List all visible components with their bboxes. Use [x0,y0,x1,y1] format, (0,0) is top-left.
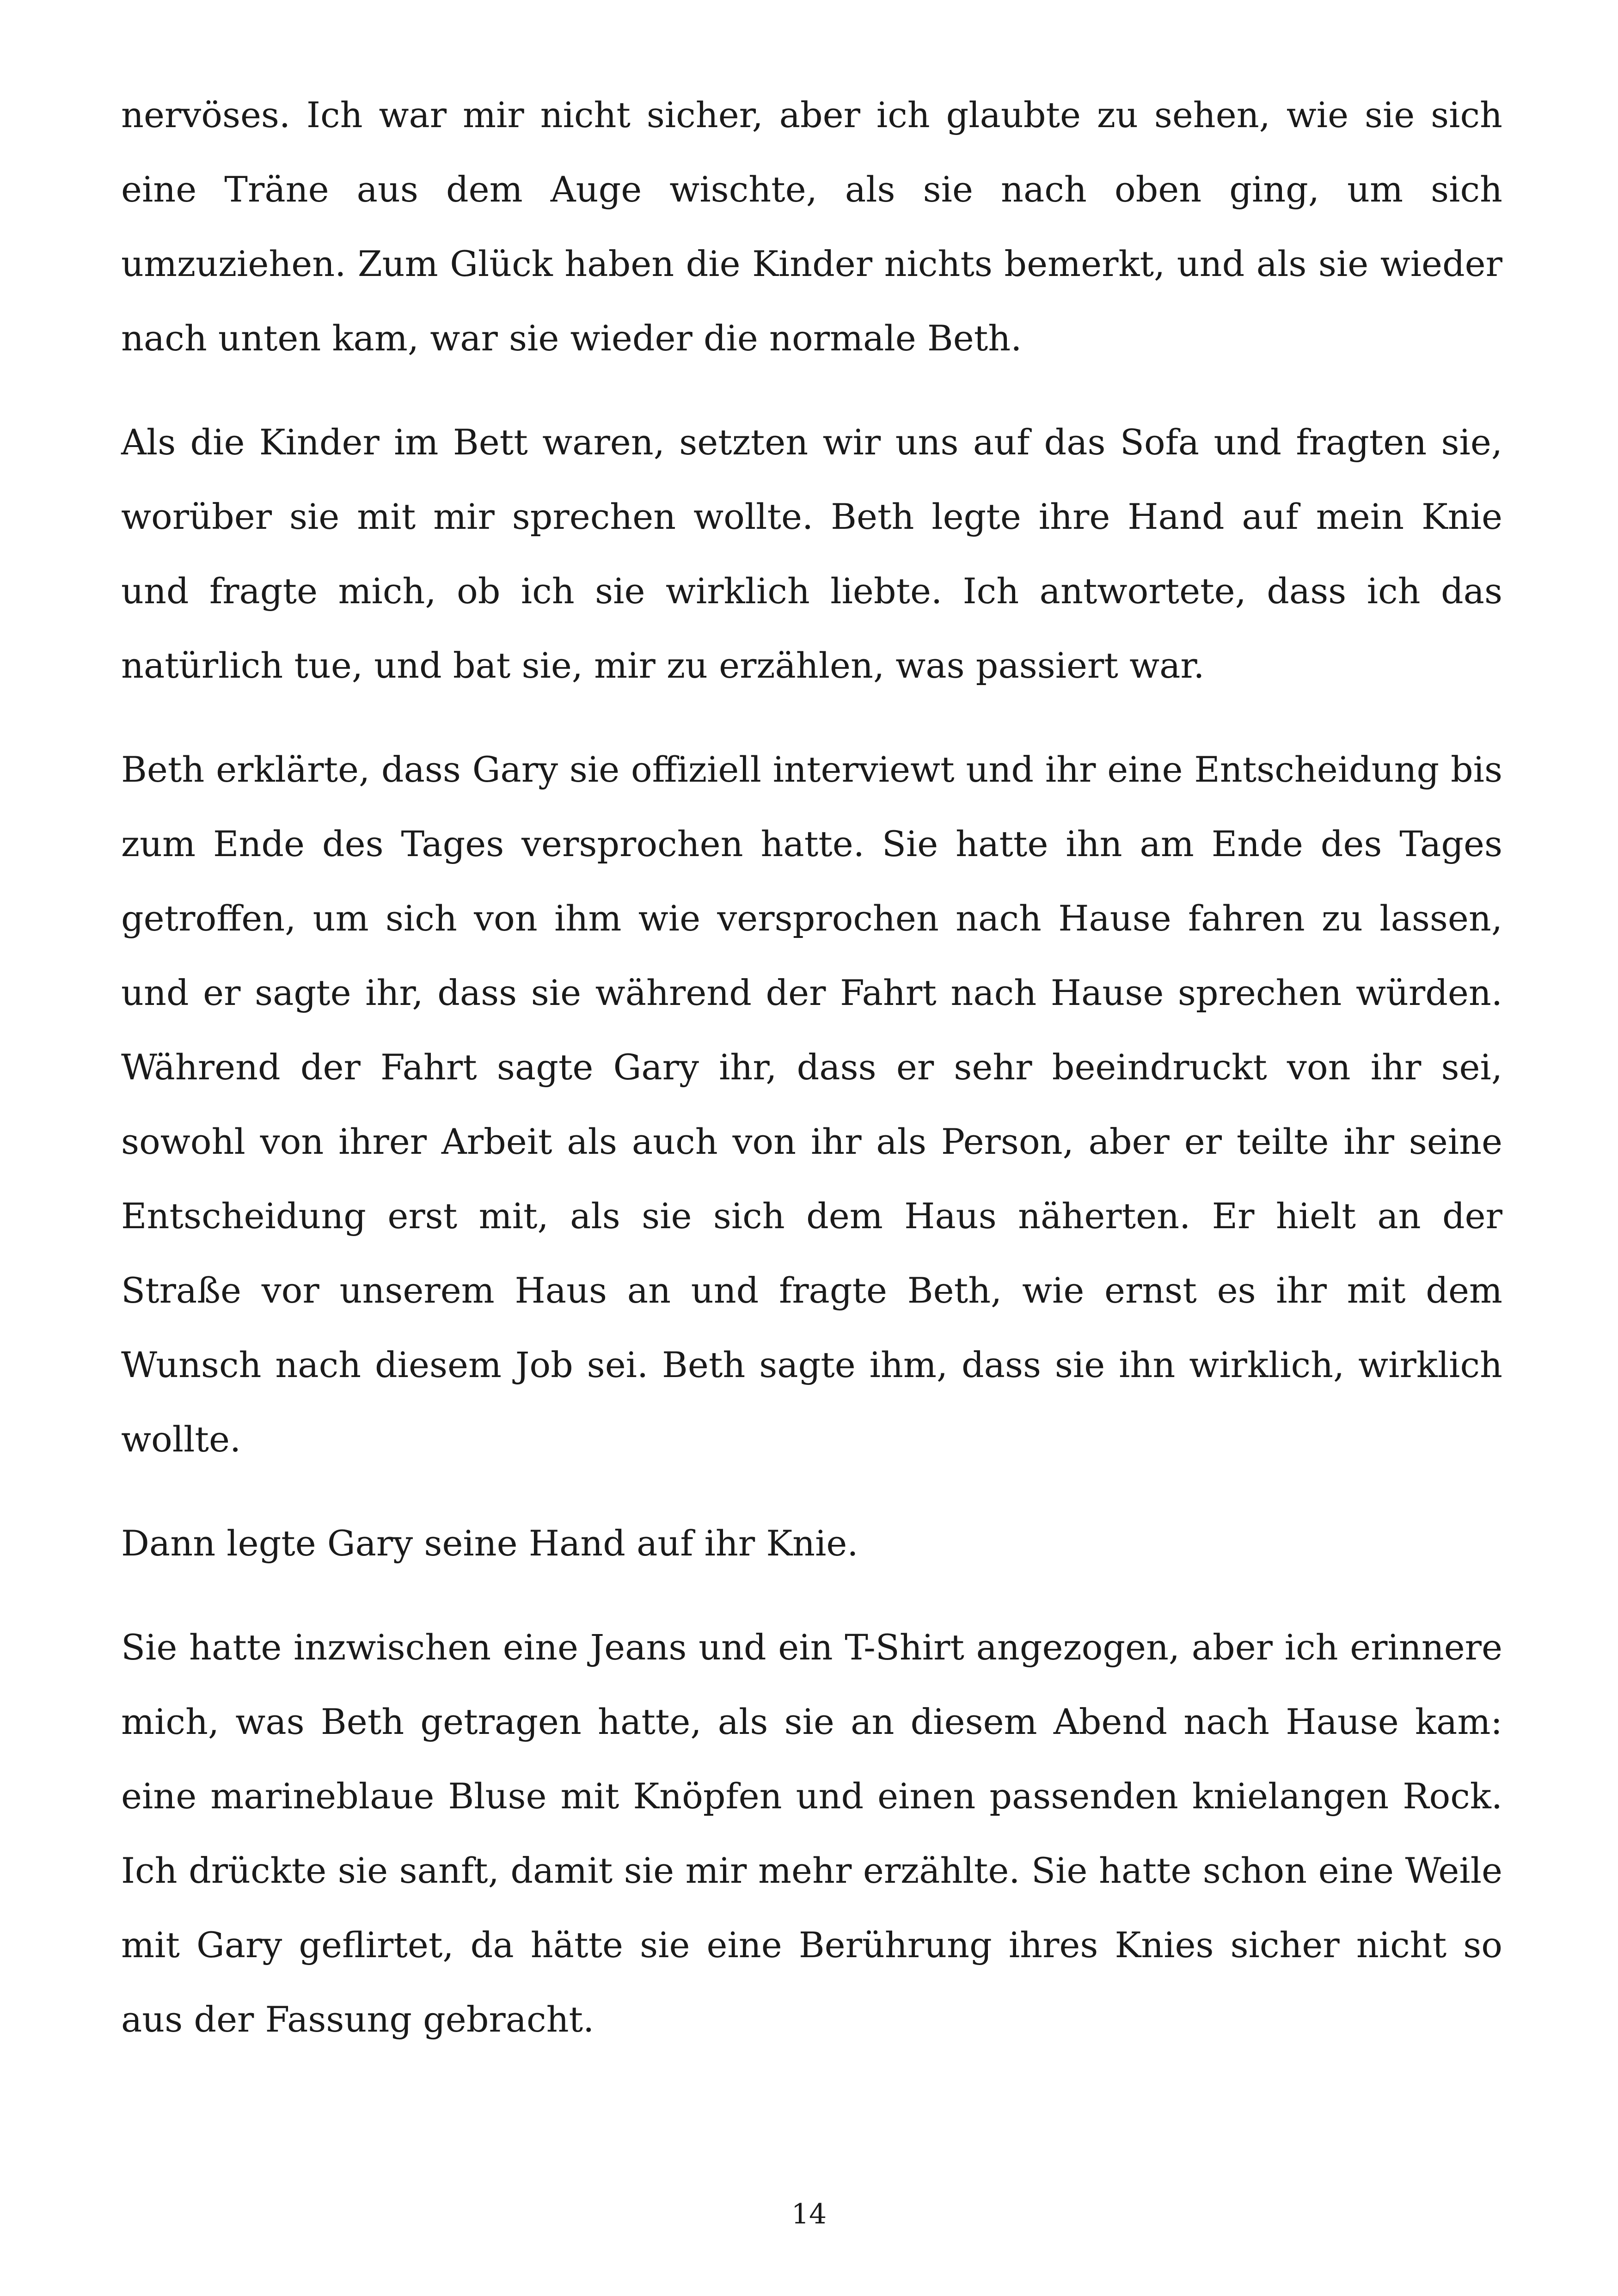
paragraph-4: Dann legte Gary seine Hand auf ihr Knie. [121,1523,858,1564]
paragraph-1: nervöses. Ich war mir nicht sicher, aber ich glaubte zu sehen, wie sie sich eine Träne aus dem Auge wischte, als sie nach oben ging, um sich umzuziehen. Zum Glück haben die Kinder nichts bemerkt, und als sie wieder nach unten kam, war sie wieder die normale Beth. [121,94,1502,359]
paragraph-5: Sie hatte inzwischen eine Jeans und ein T-Shirt angezogen, aber ich erinnere mich, was Beth getragen hatte, als sie an diesem Abend nach Hause kam: eine marineblaue Bluse mit Knöpfen und einen passenden knielangen Rock. Ich drückte sie sanft, damit sie mir mehr erzählte. Sie hatte schon eine Weile mit Gary geflirtet, da hätte sie eine Berührung ihres Knies sicher nicht so aus der Fassung gebracht. [121,1627,1502,2040]
paragraph-3: Beth erklärte, dass Gary sie offiziell interviewt und ihr eine Entscheidung bis zum Ende des Tages versprochen hatte. Sie hatte ihn am Ende des Tages getroffen, um sich von ihm wie versprochen nach Hause fahren zu lassen, und er sagte ihr, dass sie während der Fahrt nach Hause sprechen würden. Während der Fahrt sagte Gary ihr, dass er sehr beeindruckt von ihr sei, sowohl von ihrer Arbeit als auch von ihr als Person, aber er teilte ihr seine Entscheidung erst mit, als sie sich dem Haus näherten. Er hielt an der Straße vor unserem Haus an und fragte Beth, wie ernst es ihr mit dem Wunsch nach diesem Job sei. Beth sagte ihm, dass sie ihn wirklich, wirklich wollte. [121,749,1502,1460]
body-text [121,78,1502,2086]
page-number: 14 [791,2198,827,2230]
paragraph-2: Als die Kinder im Bett waren, setzten wir uns auf das Sofa und fragten sie, worüber sie mit mir sprechen wollte. Beth legte ihre Hand auf mein Knie und fragte mich, ob ich sie wirklich liebte. Ich antwortete, dass ich das natürlich tue, und bat sie, mir zu erzählen, was passiert war. [121,422,1502,686]
